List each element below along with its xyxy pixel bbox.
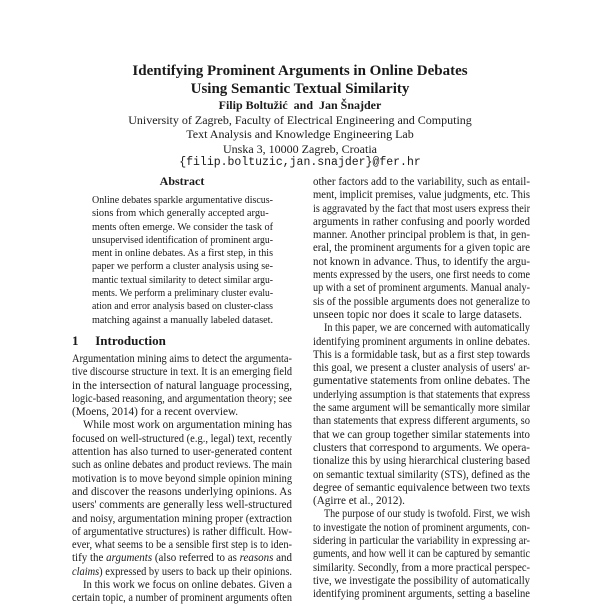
text-line-content: The purpose of our study is twofold. First, we wish — [324, 508, 530, 521]
text-line-content: (Moens, 2014) for a recent overview. — [72, 406, 239, 419]
text-line — [92, 234, 273, 247]
section-title: Introduction — [95, 333, 166, 348]
text-line-content: (Agirre et al., 2012). — [313, 495, 405, 508]
text-line-content: up with a set of prominent arguments. Manual analy- — [313, 282, 530, 295]
text-line-content: tionalize this by using hierarchical clustering based — [313, 455, 530, 468]
title-line: Identifying Prominent Arguments in Online Debates — [132, 63, 468, 79]
text-line — [313, 429, 530, 442]
text-line-content: the same argument will be semantically more similar — [313, 402, 530, 415]
text-line-content: matching against a manually labeled dataset. — [92, 314, 273, 326]
text-line — [313, 495, 530, 508]
text-line — [92, 287, 273, 300]
text-line — [92, 260, 273, 273]
text-line-content: not known in advance. Thus, to identify the argu- — [313, 255, 530, 268]
text-line — [313, 203, 530, 216]
text-line-content: attention has also turned to user-generated content — [72, 446, 292, 459]
text-line — [313, 349, 530, 362]
text-line — [72, 539, 292, 552]
text-line — [313, 375, 530, 388]
text-line-content: such as online debates and product reviews. The main — [72, 459, 292, 472]
text-line — [313, 189, 530, 202]
abstract-body — [92, 194, 273, 327]
emphasized-term: reasons — [239, 552, 274, 565]
text-line — [313, 256, 530, 269]
text-line — [313, 362, 530, 375]
text-line-content: This is a formidable task, but as a first step towards — [313, 348, 530, 361]
text-line-content: manner. Another principal problem is that, in gen- — [313, 229, 530, 242]
text-line-content: ments expressed by the users, one first needs to come — [313, 269, 530, 282]
text-line — [92, 314, 273, 327]
text-line-content: tive, we investigate the possibility of automatically — [313, 574, 530, 587]
text-line — [92, 247, 273, 260]
text-line-content: tive discourse structure in text. It is an emerging field — [72, 366, 292, 379]
text-line-content: than statements that express different arguments, so — [313, 415, 530, 428]
text-line — [72, 433, 292, 446]
text-segment: ) expressed by users to back up their opinions. — [99, 565, 292, 578]
text-segment: and — [273, 552, 292, 565]
text-line-content: eral, the prominent arguments for a given topic are — [313, 242, 530, 255]
text-line-content: sidering in particular the variability in expressing ar- — [313, 535, 530, 548]
text-line-content: gumentative statements from online debates. The — [313, 375, 530, 388]
text-line — [92, 221, 273, 234]
text-line-content: In this paper, we are concerned with automatically — [324, 322, 530, 335]
text-line — [313, 575, 530, 588]
text-line-content: While most work on argumentation mining has — [83, 419, 292, 432]
author-email: {filip.boltuzic,jan.snajder}@fer.hr — [179, 156, 421, 170]
text-line — [313, 562, 530, 575]
text-line-content: sions from which generally accepted argu- — [92, 208, 269, 220]
text-line — [313, 415, 530, 428]
text-line-content: is aggravated by the fact that most users express their — [313, 202, 530, 215]
section-number: 1 — [72, 333, 79, 348]
text-line-content: and discover the reasons underlying opinions. As — [72, 485, 292, 498]
left-column-text — [72, 353, 292, 606]
text-line-content — [72, 552, 292, 565]
text-line-content: guments, and how well it can be captured by semantic — [313, 548, 530, 561]
text-line-content: unseen topic nor does it scale to large datasets. — [313, 308, 522, 321]
text-line — [72, 380, 292, 393]
text-line — [313, 455, 530, 468]
text-line — [72, 419, 292, 432]
paper-title — [0, 62, 600, 98]
text-line — [313, 402, 530, 415]
text-line — [92, 300, 273, 313]
section-heading — [72, 333, 166, 348]
text-line-content: ments often emerge. We consider the task of — [92, 221, 273, 233]
text-line — [72, 446, 292, 459]
text-segment: tify the — [72, 552, 107, 565]
text-line — [72, 513, 292, 526]
text-line-content: unsupervised identification of prominent argu- — [92, 234, 273, 246]
text-line-content: ever, what seems to be a sensible first step is to iden- — [72, 539, 292, 552]
right-column-text — [313, 176, 530, 602]
text-line — [313, 242, 530, 255]
text-line-content: users' comments are generally less well-structured — [72, 499, 292, 512]
emphasized-term: arguments — [106, 552, 153, 565]
text-line — [313, 269, 530, 282]
text-line — [92, 194, 273, 207]
text-line-content: to investigate the notion of prominent arguments, con- — [313, 521, 530, 534]
text-line — [313, 309, 530, 322]
text-line — [313, 548, 530, 561]
text-line-content: and noisy, argumentation mining proper (extraction — [72, 512, 292, 525]
text-line — [313, 216, 530, 229]
text-line — [72, 486, 292, 499]
text-line-content: logic-based reasoning, and argumentation theory; see — [72, 392, 292, 405]
text-line-content: ment, implicit premises, value judgments, etc. This — [313, 189, 530, 202]
text-line-content: on semantic textual similarity (STS), defined as the — [313, 468, 530, 481]
text-line-content: paper we perform a cluster analysis using se- — [92, 261, 273, 273]
abstract-heading: Abstract — [159, 174, 205, 188]
text-line-content: mantic textual similarity to detect similar argu- — [92, 274, 273, 286]
text-line — [313, 522, 530, 535]
text-line — [313, 482, 530, 495]
title-line: Using Semantic Textual Similarity — [190, 81, 410, 97]
text-line-content: other factors add to the variability, such as entail- — [313, 176, 530, 188]
text-line-content: ments. We perform a preliminary cluster evalu- — [92, 288, 273, 300]
text-line-content: ation and error analysis based on cluster-class — [92, 301, 273, 313]
text-line — [72, 393, 292, 406]
emphasized-term: claims — [72, 565, 100, 578]
author-names: Filip Boltužić and Jan Šnajder — [218, 98, 382, 112]
text-line — [313, 322, 530, 335]
text-line-content: of argumentative structures) is rather difficult. How- — [72, 525, 292, 538]
text-line-content: arguments in rather confusing and poorly worded — [313, 215, 530, 228]
text-line-content: motivation is to move beyond simple opinion mining — [72, 472, 292, 485]
text-line — [72, 579, 292, 592]
text-line — [313, 389, 530, 402]
author-block — [0, 98, 600, 171]
text-line — [72, 552, 292, 565]
text-line-content — [72, 566, 292, 579]
text-line — [72, 526, 292, 539]
text-line-content: clusters that correspond to arguments. We opera- — [313, 441, 530, 454]
text-line — [313, 336, 530, 349]
text-line-content: identifying prominent arguments, setting a baseline — [313, 588, 530, 601]
text-line-content: similarity. Secondly, from a more practical perspec- — [313, 561, 530, 574]
text-line — [313, 535, 530, 548]
text-line-content: certain topic, a number of prominent arguments often — [72, 592, 292, 605]
text-line-content: identifying prominent arguments in online debates. — [313, 335, 530, 348]
text-line-content: that we can group together similar statements into — [313, 428, 530, 441]
text-segment: (also referred to as — [152, 552, 240, 565]
text-line-content: Online debates sparkle argumentative discus- — [92, 195, 273, 206]
text-line-content: In this work we focus on online debates. Given a — [83, 579, 292, 592]
text-line — [72, 473, 292, 486]
text-line-content: ment in online debates. As a first step, in this — [92, 248, 273, 260]
text-line — [313, 176, 530, 189]
text-line-content: focused on well-structured (e.g., legal) text, recently — [72, 432, 292, 445]
text-line-content: sis of the possible arguments does not generalize to — [313, 295, 530, 308]
text-line — [92, 207, 273, 220]
affiliation-line: Text Analysis and Knowledge Engineering Lab — [186, 127, 414, 142]
text-line — [92, 274, 273, 287]
affiliation-line: University of Zagreb, Faculty of Electrical Engineering and Computing — [128, 112, 472, 127]
text-line — [313, 282, 530, 295]
text-line — [313, 229, 530, 242]
text-line — [313, 442, 530, 455]
text-line — [72, 353, 292, 366]
text-line — [313, 508, 530, 521]
text-line — [72, 406, 292, 419]
text-line — [313, 469, 530, 482]
text-line — [72, 592, 292, 605]
text-line — [72, 499, 292, 512]
text-line-content: in the intersection of natural language processing, — [72, 379, 292, 392]
text-line-content: underlying assumption is that statements that express — [313, 388, 530, 401]
affiliation-line: Unska 3, 10000 Zagreb, Croatia — [223, 141, 377, 156]
text-line — [72, 366, 292, 379]
text-line — [313, 296, 530, 309]
text-line-content: this goal, we present a cluster analysis of users' ar- — [313, 362, 530, 375]
text-line — [72, 566, 292, 579]
text-line-content: Argumentation mining aims to detect the argumenta- — [72, 353, 292, 365]
text-line-content: degree of semantic equivalence between two texts — [313, 481, 530, 494]
text-line — [72, 459, 292, 472]
